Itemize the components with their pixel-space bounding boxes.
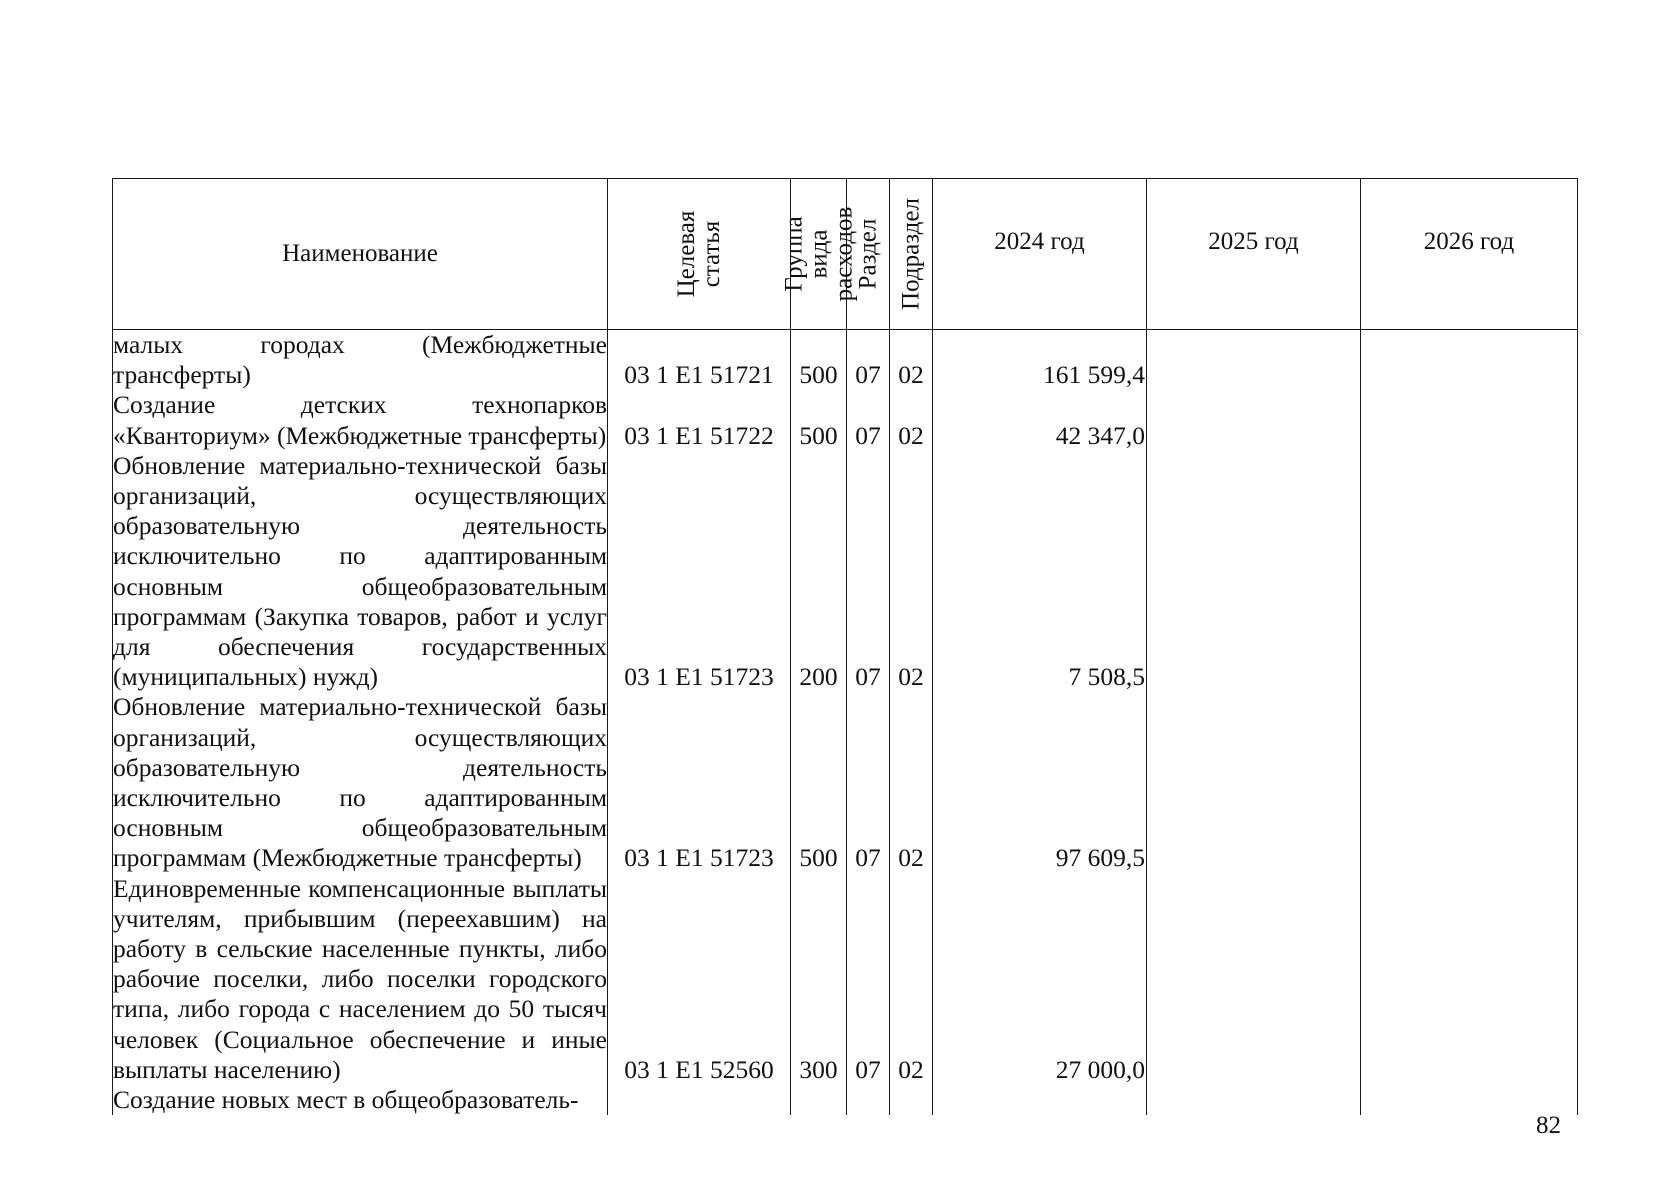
cell-subsection: 02 — [890, 874, 933, 1085]
cell-section: 07 — [847, 874, 890, 1085]
cell-name: Единовременные компенсационные выплаты учителям, прибывшим (переехавшим) на работу в сельские населенные пункты, либо рабочие поселки, либо поселки городского типа, либо города с населением до 50 тысяч человек (Социальное обеспечение и иные выплаты населению) — [113, 873, 607, 1084]
table-row — [113, 1085, 1578, 1115]
cell-year-2025 — [1147, 451, 1361, 693]
cell-target-article: 03 1 E1 51721 — [608, 330, 791, 391]
cell-year-2024: 27 000,0 — [933, 874, 1147, 1085]
table-row — [113, 330, 1578, 391]
cell-name: Обновление материально-технической базы организаций, осуществляющих образовательную деятельность исключительно по адаптированным основным общеобразовательным программам (Закупка товаров, работ и услуг для обеспечения государственных (муниципальных) нужд) — [113, 450, 607, 692]
table-body — [113, 330, 1578, 1116]
header-subsection — [890, 179, 933, 330]
cell-subsection: 02 — [890, 330, 933, 391]
cell-section: 07 — [847, 330, 890, 391]
cell-expense-group: 500 — [791, 390, 847, 450]
cell-year-2026 — [1361, 1085, 1578, 1115]
cell-subsection: 02 — [890, 390, 933, 450]
cell-year-2025 — [1147, 1085, 1361, 1115]
cell-name: Создание новых мест в общеобразователь- — [113, 1085, 608, 1115]
table-header-row — [113, 179, 1578, 330]
cell-year-2024 — [933, 1085, 1147, 1115]
cell-year-2024: 161 599,4 — [933, 330, 1147, 391]
cell-subsection — [890, 1085, 933, 1115]
cell-year-2025 — [1147, 330, 1361, 391]
cell-year-2024: 97 609,5 — [933, 692, 1147, 873]
cell-name: Обновление материально-технической базы организаций, осуществляющих образовательную деятельность исключительно по адаптированным основным общеобразовательным программам (Межбюджетные трансферты) — [113, 692, 607, 873]
header-expense-group — [780, 179, 857, 330]
cell-section: 07 — [847, 451, 890, 693]
cell-target-article — [608, 1085, 791, 1115]
header-year-2026: 2026 год — [1361, 179, 1578, 330]
cell-year-2025 — [1147, 692, 1361, 873]
header-target-article-text: Целевая статья — [673, 210, 725, 298]
cell-year-2024: 7 508,5 — [933, 451, 1147, 693]
table-row — [113, 874, 1578, 1085]
header-subsection-text: Подраздел — [897, 198, 925, 310]
budget-table — [112, 178, 1578, 1115]
header-year-2024: 2024 год — [933, 179, 1147, 330]
cell-year-2025 — [1147, 390, 1361, 450]
cell-year-2026 — [1361, 330, 1578, 391]
header-target-article — [608, 179, 791, 330]
cell-year-2026 — [1361, 451, 1578, 693]
header-expense-group-text: Группа вида расходов — [780, 206, 857, 302]
cell-year-2025 — [1147, 874, 1361, 1085]
cell-subsection: 02 — [890, 692, 933, 873]
header-name: Наименование — [113, 179, 608, 330]
cell-name: Создание детских технопарков «Кванториум» (Межбюджетные трансферты) — [113, 390, 607, 450]
cell-target-article: 03 1 E1 51722 — [608, 390, 791, 450]
cell-section: 07 — [847, 390, 890, 450]
cell-subsection: 02 — [890, 451, 933, 693]
cell-expense-group: 500 — [791, 330, 847, 391]
cell-target-article: 03 1 E1 52560 — [608, 874, 791, 1085]
cell-year-2026 — [1361, 390, 1578, 450]
page-number: 82 — [1536, 1112, 1561, 1139]
cell-year-2024: 42 347,0 — [933, 390, 1147, 450]
header-year-2025: 2025 год — [1147, 179, 1361, 330]
table-row — [113, 451, 1578, 693]
cell-section — [847, 1085, 890, 1115]
header-section-text: Раздел — [854, 218, 882, 290]
table-row — [113, 692, 1578, 873]
cell-year-2026 — [1361, 874, 1578, 1085]
cell-expense-group: 300 — [791, 874, 847, 1085]
cell-target-article: 03 1 E1 51723 — [608, 692, 791, 873]
cell-section: 07 — [847, 692, 890, 873]
table-row — [113, 390, 1578, 450]
cell-name: малых городах (Межбюджетные трансферты) — [113, 330, 607, 390]
cell-expense-group: 500 — [791, 692, 847, 873]
header-section — [847, 179, 890, 330]
cell-target-article: 03 1 E1 51723 — [608, 451, 791, 693]
cell-expense-group — [791, 1085, 847, 1115]
cell-expense-group: 200 — [791, 451, 847, 693]
cell-year-2026 — [1361, 692, 1578, 873]
